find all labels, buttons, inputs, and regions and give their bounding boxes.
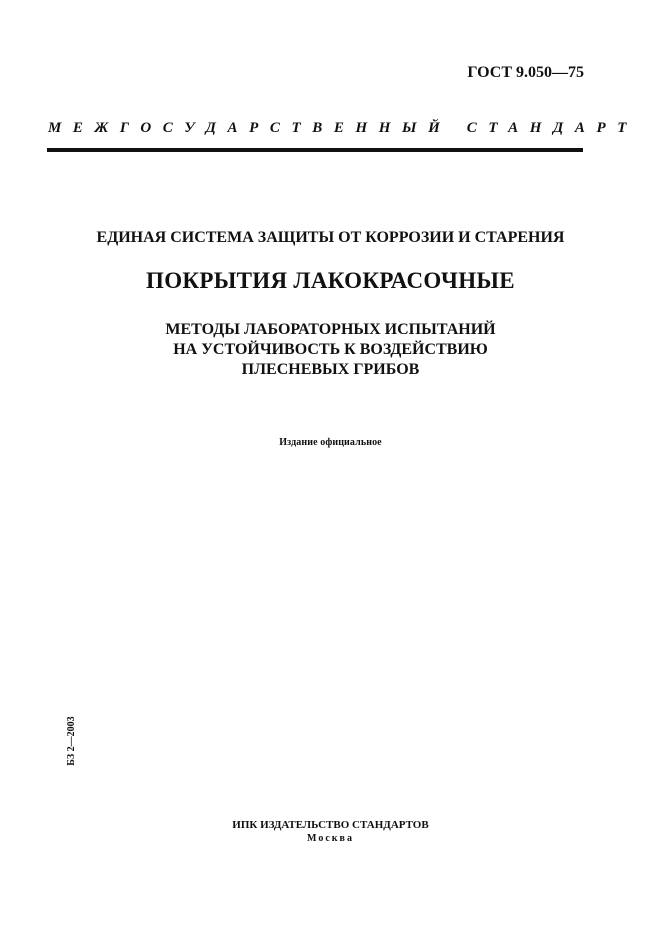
subtitle-line-3: ПЛЕСНЕВЫХ ГРИБОВ xyxy=(241,361,420,378)
header-rule xyxy=(47,148,583,152)
official-edition-label: Издание официальное xyxy=(279,437,382,448)
system-title: ЕДИНАЯ СИСТЕМА ЗАЩИТЫ ОТ КОРРОЗИИ И СТАРЕНИЯ xyxy=(96,229,565,246)
document-title: ПОКРЫТИЯ ЛАКОКРАСОЧНЫЕ xyxy=(146,268,515,293)
standard-code: ГОСТ 9.050—75 xyxy=(467,64,584,81)
publisher-city: Москва xyxy=(307,833,354,844)
interstate-standard-label: МЕЖГОСУДАРСТВЕННЫЙ СТАНДАРТ xyxy=(48,120,639,136)
side-note: БЗ 2—2003 xyxy=(66,716,77,766)
publisher-name: ИПК ИЗДАТЕЛЬСТВО СТАНДАРТОВ xyxy=(232,819,429,831)
subtitle-line-2: НА УСТОЙЧИВОСТЬ К ВОЗДЕЙСТВИЮ xyxy=(173,341,488,358)
subtitle-line-1: МЕТОДЫ ЛАБОРАТОРНЫХ ИСПЫТАНИЙ xyxy=(165,321,496,338)
